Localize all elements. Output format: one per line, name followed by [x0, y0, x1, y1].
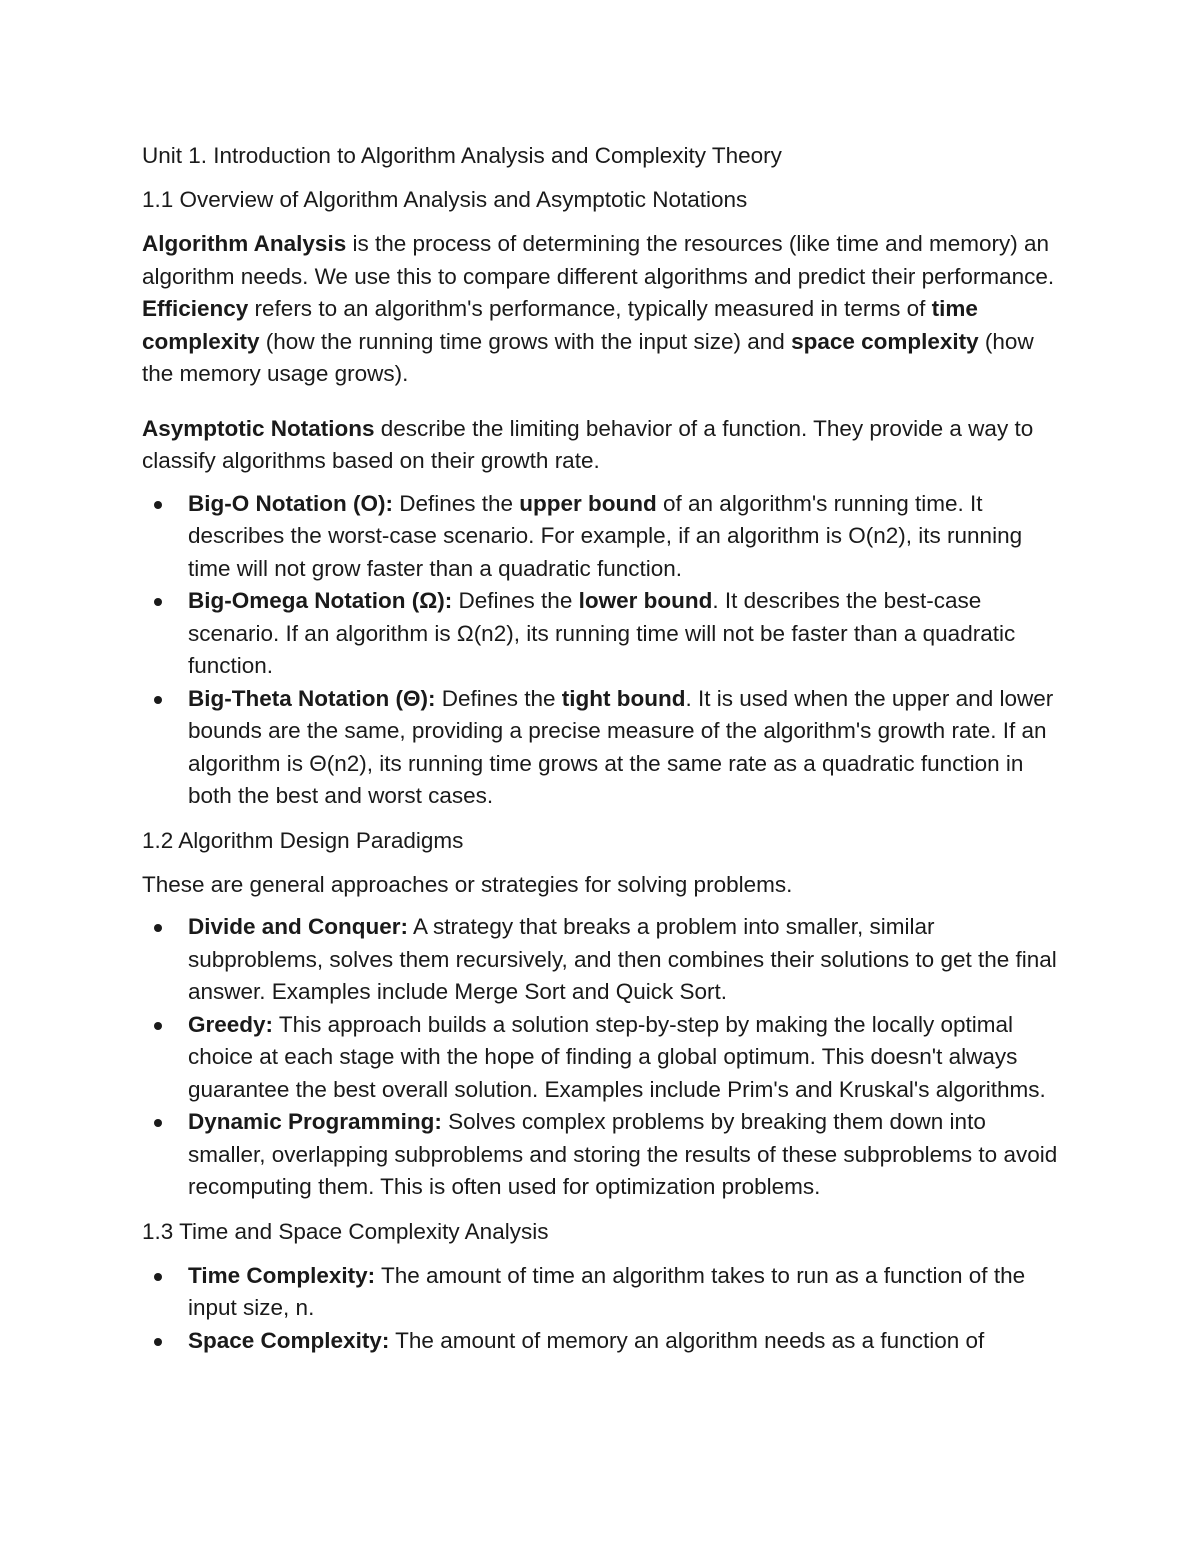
notation-list	[142, 488, 1062, 813]
list-item-time-complexity: Time Complexity: The amount of time an algorithm takes to run as a function of the input size, n.	[142, 1260, 1062, 1325]
bullet-icon	[154, 501, 162, 509]
section-1-3-title: 1.3 Time and Space Complexity Analysis	[142, 1218, 549, 1244]
term-space-complexity: space complexity	[791, 328, 979, 354]
list-item-divide-and-conquer: Divide and Conquer: A strategy that breaks a problem into smaller, similar subproblems, solves them recursively, and then combines their solutions to get the final answer. Examples include Merge Sort and Quick Sort.	[142, 911, 1062, 1009]
section-1-2-title: 1.2 Algorithm Design Paradigms	[142, 827, 464, 853]
bullet-icon	[154, 924, 162, 932]
complexity-list	[142, 1260, 1062, 1358]
list-item-big-theta: Big-Theta Notation (Θ): Defines the tight bound. It is used when the upper and lower bounds are the same, providing a precise measure of the algorithm's growth rate. If an algorithm is Θ(n2), its running time grows at the same rate as a quadratic function in both the best and worst cases.	[142, 683, 1062, 813]
unit-title: Unit 1. Introduction to Algorithm Analysis and Complexity Theory	[142, 143, 782, 168]
list-item-big-o: Big-O Notation (O): Defines the upper bound of an algorithm's running time. It describes the worst-case scenario. For example, if an algorithm is O(n2), its running time will not grow faster than a quadratic function.	[142, 488, 1062, 586]
paradigm-list	[142, 911, 1062, 1204]
bullet-icon	[154, 1273, 162, 1281]
paradigms-intro: These are general approaches or strategies for solving problems.	[142, 871, 793, 897]
list-item-dynamic-programming: Dynamic Programming: Solves complex problems by breaking them down into smaller, overlapping subproblems and storing the results of these subproblems to avoid recomputing them. This is often used for optimization problems.	[142, 1106, 1062, 1204]
bullet-icon	[154, 1338, 162, 1346]
bullet-icon	[154, 1022, 162, 1030]
term-efficiency: Efficiency	[142, 296, 249, 321]
list-item-big-omega: Big-Omega Notation (Ω): Defines the lower bound. It describes the best-case scenario. If an algorithm is Ω(n2), its running time will not be faster than a quadratic function.	[142, 585, 1062, 683]
asymptotic-notations-paragraph: Asymptotic Notations describe the limiting behavior of a function. They provide a way to classify algorithms based on their growth rate.	[142, 415, 1034, 473]
document-page	[142, 140, 1062, 1369]
list-item-greedy: Greedy: This approach builds a solution step-by-step by making the locally optimal choice at each stage with the hope of finding a global optimum. This doesn't always guarantee the best overall solution. Examples include Prim's and Kruskal's algorithms.	[142, 1009, 1062, 1107]
section-1-1-title: 1.1 Overview of Algorithm Analysis and Asymptotic Notations	[142, 187, 748, 212]
list-item-space-complexity: Space Complexity: The amount of memory an algorithm needs as a function of	[142, 1325, 1062, 1358]
term-time-complexity: time complexity	[142, 296, 978, 354]
term-asymptotic-notations: Asymptotic Notations	[142, 415, 375, 441]
bullet-icon	[154, 696, 162, 704]
bullet-icon	[154, 598, 162, 606]
bullet-icon	[154, 1119, 162, 1127]
term-algorithm-analysis: Algorithm Analysis	[142, 231, 347, 256]
algorithm-analysis-paragraph: Algorithm Analysis is the process of determining the resources (like time and memory) an algorithm needs. We use this to compare different algorithms and predict their performance. Efficiency refers to an algorithm's performance, typically measured in terms of time complexity (how the running time grows with the input size) and space complexity (how the memory usage grows).	[142, 231, 1055, 386]
